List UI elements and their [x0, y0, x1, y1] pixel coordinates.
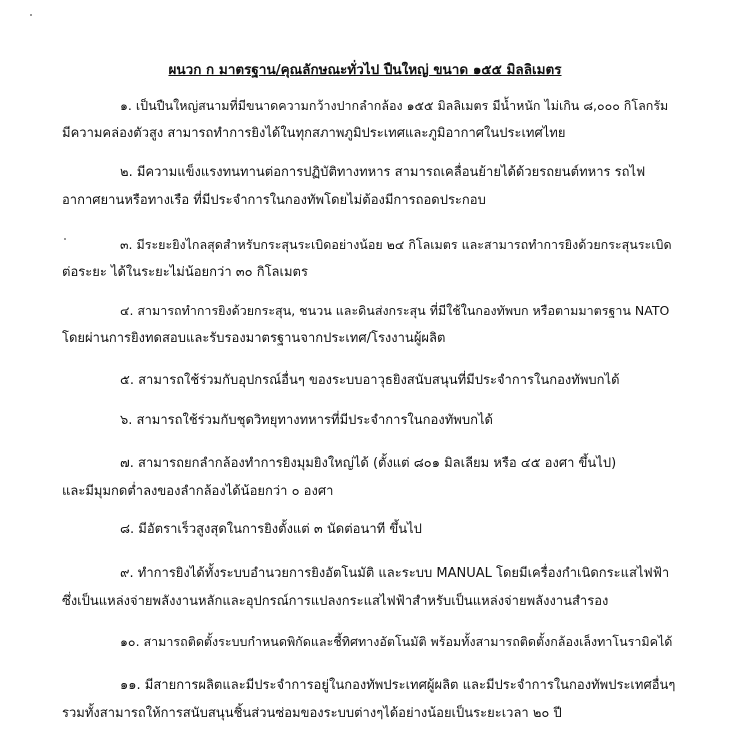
list-item-6 — [62, 407, 677, 435]
item-line: โดยผ่านการยิงทดสอบและรับรองมาตรฐานจากประเทศ/โรงงานผู้ผลิต — [62, 331, 446, 346]
list-item-4 — [62, 297, 677, 353]
document-title: ผนวก ก มาตรฐาน/คุณลักษณะทั่วไป ปืนใหญ่ ขนาด ๑๕๕ มิลลิเมตร — [168, 62, 562, 78]
item-line: ๘. มีอัตราเร็วสูงสุดในการยิงตั้งแต่ ๓ นัดต่อนาที ขึ้นไป — [120, 522, 422, 537]
item-line: ๔. สามารถทำการยิงด้วยกระสุน, ชนวน และดินส่งกระสุน ที่มีใช้ในกองทัพบก หรือตามมาตรฐาน NATO — [120, 303, 670, 318]
item-line: ๗. สามารถยกลำกล้องทำการยิงมุมยิงใหญ่ได้ (ตั้งแต่ ๘๐๑ มิลเลียม หรือ ๔๕ องศา ขึ้นไป) — [120, 456, 617, 471]
list-item-8 — [62, 516, 677, 544]
item-line: ๑๐. สามารถติดตั้งระบบกำหนดพิกัดและชี้ทิศทางอัตโนมัติ พร้อมทั้งสามารถติดตั้งกล้องเล็งทาโนรามิคได้ — [120, 634, 673, 649]
item-line: ๙. ทำการยิงได้ทั้งระบบอำนวยการยิงอัตโนมัติ และระบบ MANUAL โดยมีเครื่องกำเนิดกระแสไฟฟ้า — [120, 566, 670, 581]
item-line: ๓. มีระยะยิงไกลสุดสำหรับกระสุนระเบิดอย่างน้อย ๒๔ กิโลเมตร และสามารถทำการยิงด้วยกระสุนระเบิด — [120, 237, 672, 252]
item-line: ต่อระยะ ได้ในระยะไม่น้อยกว่า ๓๐ กิโลเมตร — [62, 265, 308, 280]
list-item-3 — [62, 231, 677, 287]
item-line: ๑. เป็นปืนใหญ่สนามที่มีขนาดความกว้างปากลำกล้อง ๑๕๕ มิลลิเมตร มีน้ำหนัก ไม่เกิน ๘,๐๐๐ กิโลกรัม — [120, 98, 669, 113]
list-item-2 — [62, 159, 677, 215]
scan-speck — [30, 14, 32, 16]
list-item-5 — [62, 367, 677, 395]
list-item-9 — [62, 560, 677, 616]
item-line: ซึ่งเป็นแหล่งจ่ายพลังงานหลักและอุปกรณ์การแปลงกระแสไฟฟ้าสำหรับเป็นแหล่งจ่ายพลังงานสำรอง — [62, 594, 609, 609]
item-line: และมีมุมกดต่ำลงของลำกล้องได้น้อยกว่า ๐ องศา — [62, 484, 334, 499]
list-item-7 — [62, 450, 677, 506]
item-line: ๒. มีความแข็งแรงทนทานต่อการปฏิบัติทางทหาร สามารถเคลื่อนย้ายได้ด้วยรถยนต์ทหาร รถไฟ — [120, 165, 646, 180]
item-line: มีความคล่องตัวสูง สามารถทำการยิงได้ในทุกสภาพภูมิประเทศและภูมิอากาศในประเทศไทย — [62, 126, 566, 141]
list-item-11 — [62, 672, 677, 728]
item-line: ๕. สามารถใช้ร่วมกับอุปกรณ์อื่นๆ ของระบบอาวุธยิงสนับสนุนที่มีประจำการในกองทัพบกได้ — [120, 373, 620, 388]
item-line: ๖. สามารถใช้ร่วมกับชุดวิทยุทางทหารที่มีประจำการในกองทัพบกได้ — [120, 413, 493, 428]
item-line: รวมทั้งสามารถให้การสนับสนุนชิ้นส่วนซ่อมของระบบต่างๆได้อย่างน้อยเป็นระยะเวลา ๒๐ ปี — [62, 706, 562, 721]
list-item-10 — [62, 628, 677, 656]
item-line: อากาศยานหรือทางเรือ ที่มีประจำการในกองทัพโดยไม่ต้องมีการถอดประกอบ — [62, 193, 486, 208]
item-line: ๑๑. มีสายการผลิตและมีประจำการอยู่ในกองทัพประเทศผู้ผลิต และมีประจำการในกองทัพประเทศอื่นๆ — [120, 678, 676, 693]
list-item-1 — [62, 92, 677, 148]
